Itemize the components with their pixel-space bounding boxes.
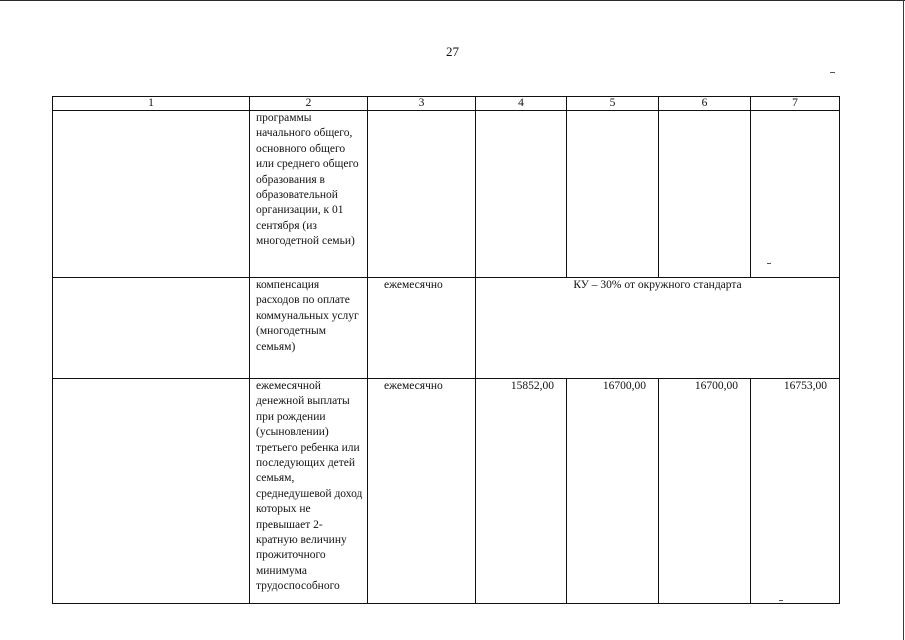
benefit-description-cell: компенсация расходов по оплате коммунальных услуг (многодетным семьям): [250, 278, 368, 379]
scan-edge-right: [903, 0, 904, 640]
amount-cell: 16753,00: [751, 379, 840, 604]
page-number: 27: [446, 44, 459, 59]
table-cell: [53, 379, 250, 604]
table-row: [53, 278, 840, 379]
payment-frequency-cell: ежемесячно: [368, 379, 476, 604]
table-cell: [53, 111, 250, 278]
amount-cell: 16700,00: [567, 379, 659, 604]
amount-cell: 15852,00: [476, 379, 567, 604]
benefit-description-cell: ежемесячной денежной выплаты при рождении (усыновлении) третьего ребенка или последующих детей семьям, среднедушевой доход которых не превышает 2-кратную величину прожиточного минимума трудоспособного: [250, 379, 368, 604]
amount-cell: 16700,00: [659, 379, 751, 604]
column-header: 5: [567, 97, 659, 111]
column-header: 1: [53, 97, 250, 111]
data-table: [52, 96, 840, 604]
benefit-description-cell: программы начального общего, основного общего или среднего общего образования в образовательной организации, к 01 сентября (из многодетной семьи): [250, 111, 368, 278]
amount-cell: [659, 111, 751, 278]
table-row: [53, 111, 840, 278]
table-cell: [53, 278, 250, 379]
scan-speck: [830, 72, 835, 73]
amount-cell: [476, 111, 567, 278]
table-row: [53, 379, 840, 604]
column-header: 3: [368, 97, 476, 111]
scan-edge-top: [0, 0, 905, 1]
payment-frequency-cell: [368, 111, 476, 278]
amount-cell: [567, 111, 659, 278]
merged-amount-cell: КУ – 30% от окружного стандарта: [476, 278, 840, 379]
column-header: 6: [659, 97, 751, 111]
column-header: 2: [250, 97, 368, 111]
column-header: 7: [751, 97, 840, 111]
payment-frequency-cell: ежемесячно: [368, 278, 476, 379]
table-header-row: [53, 97, 840, 111]
column-header: 4: [476, 97, 567, 111]
amount-cell: [751, 111, 840, 278]
